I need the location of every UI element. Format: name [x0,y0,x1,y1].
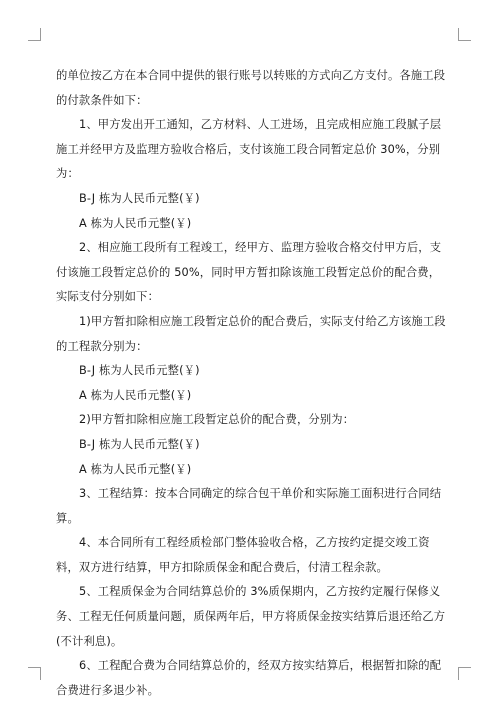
corner-mark-bottom-left [28,667,41,680]
corner-mark-bottom-right [458,667,471,680]
corner-mark-top-left [28,28,41,41]
paragraph-clause-4: 4、本合同所有工程经质检部门整体验收合格，乙方按约定提交竣工资料，双方进行结算，甲方扣除质保金和配合费后，付清工程余款。 [56,536,430,574]
paragraph-bj-amount-3: B-J 栋为人民币元整(￥) [79,437,200,451]
document-body [56,64,448,703]
paragraph-clause-2-sub-2: 2)甲方暂扣除相应施工段暂定总价的配合费，分别为： [79,413,355,427]
paragraph-clause-5: 5、工程质保金为合同结算总价的 3%质保期内，乙方按约定履行保修义务、工程无任何质量问题，质保两年后，甲方将质保金按实结算后退还给乙方(不计利息)。 [56,585,446,648]
paragraph-clause-6: 6、工程配合费为合同结算总价的，经双方按实结算后，根据暂扣除的配合费进行多退少补。 [56,659,442,697]
paragraph-clause-2: 2、相应施工段所有工程竣工，经甲方、监理方验收合格交付甲方后，支付该施工段暂定总价的 50%，同时甲方暂扣除该施工段暂定总价的配合费，实际支付分别如下： [56,241,442,304]
paragraph-bj-amount-2: B-J 栋为人民币元整(￥) [79,364,200,378]
paragraph-a-amount-1: A 栋为人民币元整(￥) [79,216,192,230]
paragraph-a-amount-2: A 栋为人民币元整(￥) [79,388,192,402]
corner-mark-top-right [458,28,471,41]
paragraph-payment-intro: 的单位按乙方在本合同中提供的银行账号以转账的方式向乙方支付。各施工段的付款条件如下： [56,69,446,107]
paragraph-clause-1: 1、甲方发出开工通知，乙方材料、人工进场，且完成相应施工段腻子层施工并经甲方及监理方验收合格后，支付该施工段合同暂定总价 30%，分别为： [56,118,442,181]
paragraph-clause-2-sub-1: 1)甲方暂扣除相应施工段暂定总价的配合费后，实际支付给乙方该施工段的工程款分别为： [56,314,446,353]
paragraph-clause-3: 3、工程结算：按本合同确定的综合包干单价和实际施工面积进行合同结算。 [56,487,442,525]
paragraph-bj-amount-1: B-J 栋为人民币元整(￥) [79,191,200,205]
paragraph-a-amount-3: A 栋为人民币元整(￥) [79,462,192,476]
